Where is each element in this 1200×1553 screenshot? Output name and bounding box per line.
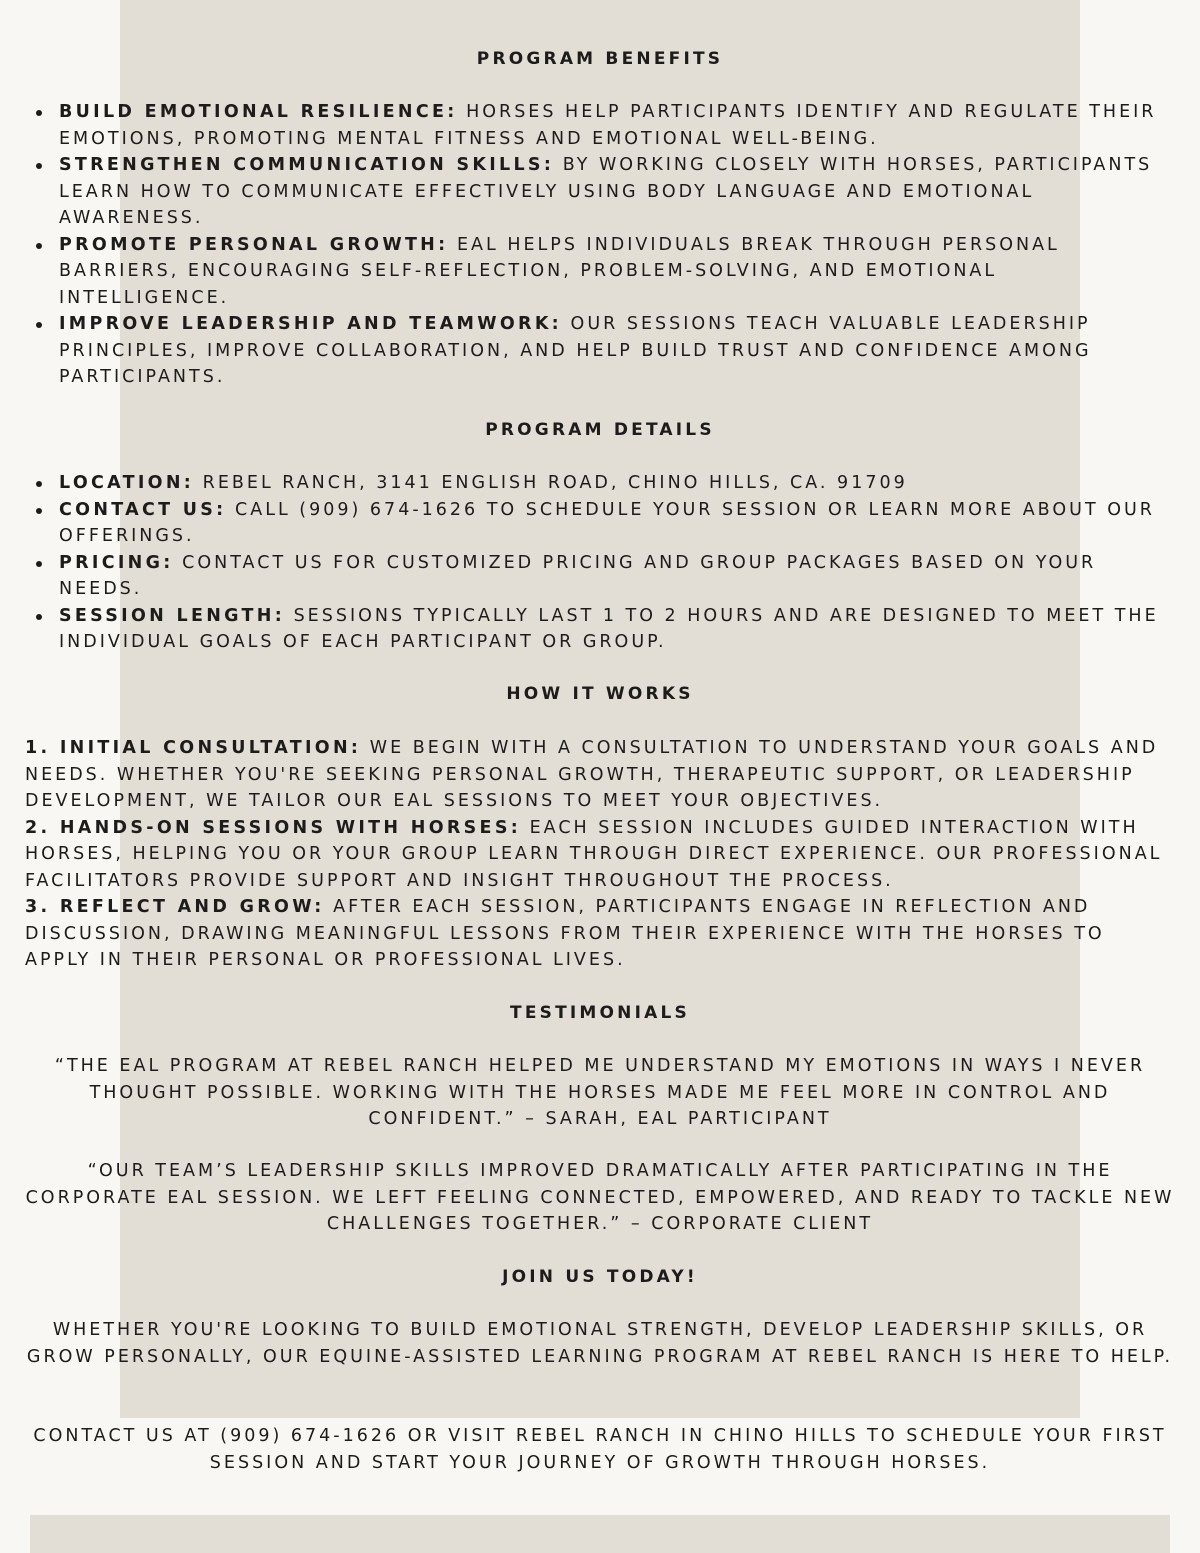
benefit-label: IMPROVE LEADERSHIP AND TEAMWORK: [59,314,562,334]
join-paragraph: WHETHER YOU'RE LOOKING TO BUILD EMOTIONAL STRENGTH, DEVELOP LEADERSHIP SKILLS, OR GROW PERSONALLY, OUR EQUINE-ASSISTED LEARNING PROGRAM AT REBEL RANCH IS HERE TO HELP. [26,1320,1174,1367]
benefit-text: HORSES HELP PARTICIPANTS IDENTIFY AND REGULATE THEIR EMOTIONS, PROMOTING MENTAL FITNESS AND EMOTIONAL WELL-BEING. [59,102,1157,149]
benefit-label: BUILD EMOTIONAL RESILIENCE: [59,102,458,122]
benefit-item [59,99,1169,152]
step-item [25,815,1175,895]
benefits-heading: PROGRAM BENEFITS [476,49,724,69]
detail-text: CALL (909) 674-1626 TO SCHEDULE YOUR SESSION OR LEARN MORE ABOUT OUR OFFERINGS. [59,499,1155,546]
detail-text: SESSIONS TYPICALLY LAST 1 TO 2 HOURS AND ARE DESIGNED TO MEET THE INDIVIDUAL GOALS OF EACH PARTICIPANT OR GROUP. [59,605,1159,652]
how-steps [25,735,1175,974]
step-label: 2. HANDS-ON SESSIONS WITH HORSES: [25,817,522,838]
step-text: WE BEGIN WITH A CONSULTATION TO UNDERSTAND YOUR GOALS AND NEEDS. WHETHER YOU'RE SEEKING PERSONAL GROWTH, THERAPEUTIC SUPPORT, OR LEADERSHIP DEVELOPMENT, WE TAILOR OUR EAL SESSIONS TO MEET YOUR OBJECTIVES. [25,738,1159,811]
detail-item [59,470,1169,497]
detail-text: CONTACT US FOR CUSTOMIZED PRICING AND GROUP PACKAGES BASED ON YOUR NEEDS. [59,552,1097,599]
benefit-text: OUR SESSIONS TEACH VALUABLE LEADERSHIP PRINCIPLES, IMPROVE COLLABORATION, AND HELP BUILD TRUST AND CONFIDENCE AMONG PARTICIPANTS. [59,314,1092,387]
benefits-list [59,99,1169,391]
join-heading: JOIN US TODAY! [502,1267,698,1287]
step-text: EACH SESSION INCLUDES GUIDED INTERACTION WITH HORSES, HELPING YOU OR YOUR GROUP LEARN THROUGH DIRECT EXPERIENCE. OUR PROFESSIONAL FACILITATORS PROVIDE SUPPORT AND INSIGHT THROUGHOUT THE PROCESS. [25,817,1163,891]
details-list [59,470,1169,656]
benefit-item [59,311,1169,391]
detail-text: REBEL RANCH, 3141 ENGLISH ROAD, CHINO HILLS, CA. 91709 [194,473,908,493]
benefit-item [59,152,1169,232]
benefit-text: BY WORKING CLOSELY WITH HORSES, PARTICIPANTS LEARN HOW TO COMMUNICATE EFFECTIVELY USING BODY LANGUAGE AND EMOTIONAL AWARENESS. [59,155,1153,228]
detail-item [59,550,1169,603]
detail-label: PRICING: [59,552,174,573]
testimonial-quote: “OUR TEAM’S LEADERSHIP SKILLS IMPROVED DRAMATICALLY AFTER PARTICIPATING IN THE CORPORATE EAL SESSION. WE LEFT FEELING CONNECTED, EMPOWERED, AND READY TO TACKLE NEW CHALLENGES TOGETHER.” – CORPORATE CLIENT [25,1161,1175,1234]
step-label: 3. REFLECT AND GROW: [25,897,325,917]
step-item [25,894,1175,974]
detail-item [59,603,1169,656]
details-heading: PROGRAM DETAILS [485,420,715,440]
step-label: 1. INITIAL CONSULTATION: [25,738,362,758]
detail-label: SESSION LENGTH: [59,605,285,626]
benefit-label: PROMOTE PERSONAL GROWTH: [59,234,449,255]
benefit-item [59,232,1169,312]
detail-label: CONTACT US: [59,499,227,520]
step-item [25,735,1175,815]
detail-label: LOCATION: [59,473,195,493]
detail-item [59,497,1169,550]
step-text: AFTER EACH SESSION, PARTICIPANTS ENGAGE IN REFLECTION AND DISCUSSION, DRAWING MEANINGFUL LESSONS FROM THEIR EXPERIENCE WITH THE HORSES TO APPLY IN THEIR PERSONAL OR PROFESSIONAL LIVES. [25,897,1105,970]
benefit-text: EAL HELPS INDIVIDUALS BREAK THROUGH PERSONAL BARRIERS, ENCOURAGING SELF-REFLECTION, PROBLEM-SOLVING, AND EMOTIONAL INTELLIGENCE. [59,234,1060,308]
contact-paragraph: CONTACT US AT (909) 674-1626 OR VISIT REBEL RANCH IN CHINO HILLS TO SCHEDULE YOUR FIRST SESSION AND START YOUR JOURNEY OF GROWTH THROUGH HORSES. [33,1426,1167,1473]
bottom-bar [30,1515,1170,1553]
how-heading: HOW IT WORKS [506,684,694,704]
testimonials-heading: TESTIMONIALS [510,1003,690,1023]
benefit-label: STRENGTHEN COMMUNICATION SKILLS: [59,155,555,175]
testimonial-quote: “THE EAL PROGRAM AT REBEL RANCH HELPED ME UNDERSTAND MY EMOTIONS IN WAYS I NEVER THOUGHT POSSIBLE. WORKING WITH THE HORSES MADE ME FEEL MORE IN CONTROL AND CONFIDENT.” – SARAH, EAL PARTICIPANT [54,1056,1146,1129]
